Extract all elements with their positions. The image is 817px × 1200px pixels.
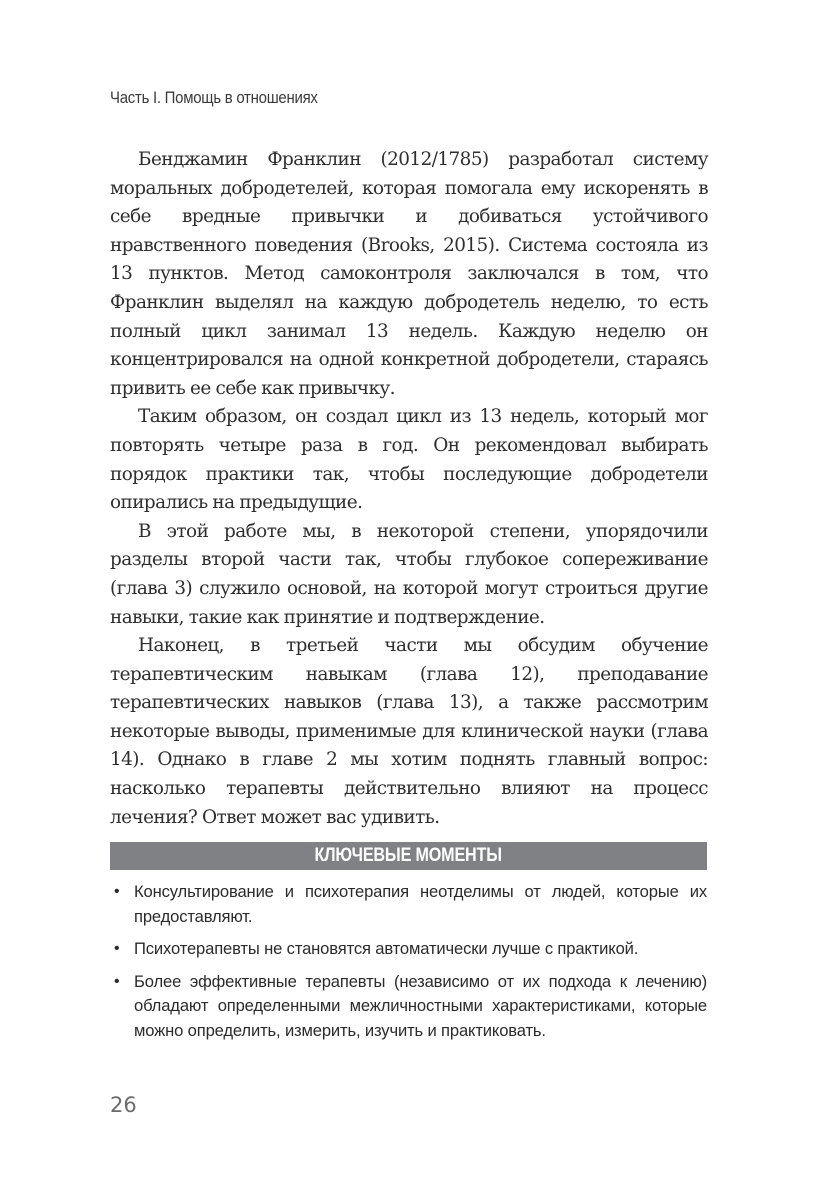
page-number: 26: [110, 1093, 137, 1117]
key-points-title: КЛЮЧЕВЫЕ МОМЕНТЫ: [314, 845, 503, 866]
key-points-header: [110, 842, 707, 870]
list-item-text: Консультирование и психотерапия неотделимы от людей, которые их предоставляют.: [134, 882, 707, 926]
bullet-icon: •: [114, 883, 120, 900]
bullet-icon: •: [114, 940, 120, 957]
list-item-text: Психотерапевты не становятся автоматически лучше с практикой.: [134, 939, 639, 958]
list-item-text: Более эффективные терапевты (независимо от их подхода к лечению) обладают определенными межличностными характеристиками, которые можно определить, измерить, изучить и практиковать.: [134, 971, 707, 1040]
bullet-icon: •: [114, 972, 120, 990]
main-text: [110, 146, 708, 832]
paragraph: В этой работе мы, в некоторой степени, упорядочили разделы второй части так, чтобы глубокое сопереживание (глава 3) служило основой, на которой могут строиться другие навыки, такие как принятие и подтверждение.: [110, 520, 708, 628]
key-points-box: [110, 842, 707, 1051]
key-points-list: [110, 880, 707, 1043]
list-item: [110, 970, 707, 1044]
paragraph: Таким образом, он создал цикл из 13 недель, который мог повторять четыре раза в год. Он рекомендовал выбирать порядок практики так, чтобы последующие добродетели опирались на предыдущие.: [110, 406, 708, 514]
paragraph: Наконец, в третьей части мы обсудим обучение терапевтическим навыкам (глава 12), преподавание терапевтических навыков (глава 13), а также рассмотрим некоторые выводы, применимые для клинической науки (глава 14). Однако в главе 2 мы хотим поднять главный вопрос: насколько терапевты действительно влияют на процесс лечения? Ответ может вас удивить.: [110, 635, 708, 828]
paragraph: Бенджамин Франклин (2012/1785) разработал систему моральных добродетелей, которая помогала ему искоренять в себе вредные привычки и добиваться устойчивого нравственного поведения (Brooks, 2015). Система состояла из 13 пунктов. Метод самоконтроля заключался в том, что Франклин выделял на каждую добродетель неделю, то есть полный цикл занимал 13 недель. Каждую неделю он концентрировался на одной конкретной добродетели, стараясь привить ее себе как привычку.: [110, 149, 708, 399]
running-head: Часть I. Помощь в отношениях: [110, 88, 318, 107]
list-item: [110, 880, 707, 929]
list-item: [110, 937, 707, 962]
